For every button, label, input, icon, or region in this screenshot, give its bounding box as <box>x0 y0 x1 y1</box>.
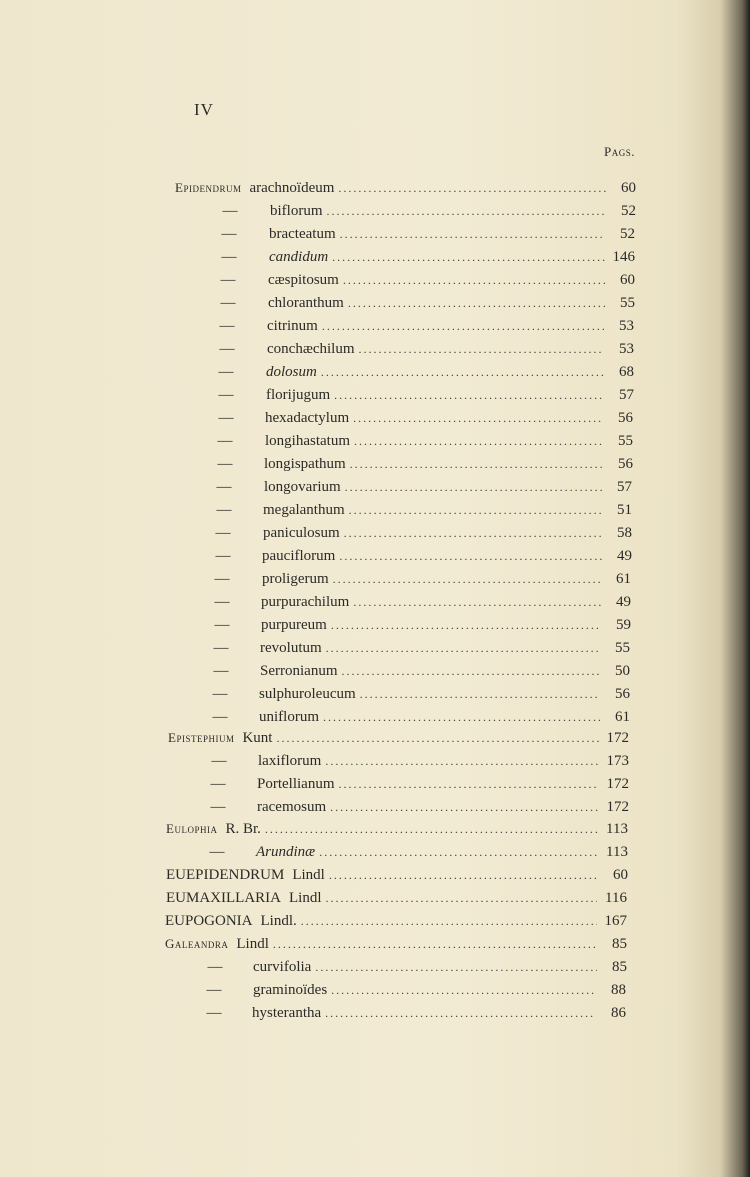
index-entry <box>213 315 634 337</box>
genus-name: Eulophia <box>166 821 218 836</box>
page-reference: 51 <box>617 502 632 518</box>
ditto-dash: — <box>219 341 235 357</box>
dot-leader <box>353 591 601 613</box>
page-reference: 55 <box>620 295 635 311</box>
species-name: racemosum <box>257 799 327 815</box>
ditto-dash: — <box>220 272 236 288</box>
species-name: Lindl. <box>260 913 297 929</box>
index-entry <box>212 407 633 429</box>
index-entry <box>208 591 631 613</box>
species-name: arachnoïdeum <box>249 180 335 196</box>
page-reference: 58 <box>617 525 632 541</box>
ditto-dash: — <box>214 594 230 610</box>
page-reference: 53 <box>619 341 634 357</box>
ditto-dash: — <box>220 295 236 311</box>
ditto-dash: — <box>213 663 229 679</box>
ditto-dash: — <box>217 433 233 449</box>
dot-leader <box>265 818 598 840</box>
index-entry <box>204 773 629 795</box>
page-reference: 172 <box>606 730 629 746</box>
index-entry <box>207 637 630 659</box>
species-name: sulphuroleucum <box>259 686 356 702</box>
index-entry <box>166 864 628 886</box>
page-reference: 61 <box>616 571 631 587</box>
ditto-dash: — <box>216 502 232 518</box>
species-name: bracteatum <box>269 226 336 242</box>
page-reference: 55 <box>615 640 630 656</box>
species-name: Portellianum <box>257 776 335 792</box>
page-reference: 116 <box>605 890 627 906</box>
index-entry <box>208 568 631 590</box>
ditto-dash: — <box>215 525 231 541</box>
index-entry <box>175 177 636 199</box>
index-entry <box>214 292 635 314</box>
dot-leader <box>339 545 602 567</box>
page-reference: 49 <box>616 594 631 610</box>
page-reference: 56 <box>618 410 633 426</box>
ditto-dash: — <box>214 617 230 633</box>
dot-leader <box>325 1002 596 1024</box>
species-name: pauciflorum <box>262 548 336 564</box>
index-entry <box>201 956 627 978</box>
page-reference: 50 <box>615 663 630 679</box>
species-name: Lindl <box>292 867 325 883</box>
species-name: uniflorum <box>259 709 319 725</box>
ditto-dash: — <box>218 387 234 403</box>
dot-leader <box>326 637 600 659</box>
index-entry <box>200 979 626 1001</box>
pages-column-heading: Pags. <box>604 144 635 159</box>
ditto-dash: — <box>215 548 231 564</box>
page-reference: 55 <box>618 433 633 449</box>
page-reference: 85 <box>612 959 627 975</box>
page-reference: 88 <box>611 982 626 998</box>
dot-leader <box>341 660 600 682</box>
page-reference: 146 <box>612 249 635 265</box>
index-entry <box>209 545 632 567</box>
species-name: candidum <box>269 249 329 265</box>
species-name: Lindl <box>288 890 322 906</box>
species-name: longihastatum <box>265 433 350 449</box>
ditto-dash: — <box>216 479 232 495</box>
species-name: longovarium <box>264 479 341 495</box>
genus-name: Epidendrum <box>175 180 242 195</box>
page-reference: 85 <box>612 936 627 952</box>
dot-leader <box>344 522 602 544</box>
dot-leader <box>331 979 596 1001</box>
index-entry <box>168 727 629 749</box>
page-reference: 61 <box>615 709 630 725</box>
species-name: purpureum <box>261 617 327 633</box>
ditto-dash: — <box>219 318 235 334</box>
ditto-dash: — <box>206 1005 222 1021</box>
index-entry <box>204 796 629 818</box>
species-name: dolosum <box>266 364 317 380</box>
ditto-dash: — <box>212 686 228 702</box>
dot-leader <box>338 177 606 199</box>
dot-leader <box>354 430 603 452</box>
page-reference: 56 <box>618 456 633 472</box>
index-entry <box>207 660 630 682</box>
genus-name: EUEPIDENDRUM <box>166 867 285 883</box>
dot-leader <box>273 933 597 955</box>
dot-leader <box>327 200 607 222</box>
index-entry <box>208 614 631 636</box>
page-reference: 60 <box>613 867 628 883</box>
index-entry <box>215 246 635 268</box>
genus-name: EUMAXILLARIA <box>166 890 281 906</box>
index-entry <box>211 430 633 452</box>
dot-leader <box>340 223 605 245</box>
page-reference: 167 <box>604 913 627 929</box>
dot-leader <box>325 750 599 772</box>
index-entry <box>215 223 635 245</box>
species-name: laxiflorum <box>258 753 322 769</box>
species-name: conchæchilum <box>267 341 355 357</box>
index-entry <box>203 841 628 863</box>
dot-leader <box>321 361 604 383</box>
ditto-dash: — <box>212 709 228 725</box>
ditto-dash: — <box>211 753 227 769</box>
species-name: Serronianum <box>260 663 338 679</box>
index-entry <box>210 499 632 521</box>
page-reference: 59 <box>616 617 631 633</box>
index-entry <box>165 910 627 932</box>
species-name: biflorum <box>270 203 323 219</box>
index-entry <box>216 200 636 222</box>
ditto-dash: — <box>218 364 234 380</box>
page-number: IV <box>194 100 214 119</box>
ditto-dash: — <box>210 799 226 815</box>
page-reference: 56 <box>615 686 630 702</box>
ditto-dash: — <box>207 959 223 975</box>
page-reference: 53 <box>619 318 634 334</box>
dot-leader <box>323 706 600 728</box>
dot-leader <box>322 315 604 337</box>
dot-leader <box>343 269 605 291</box>
ditto-dash: — <box>210 776 226 792</box>
dot-leader <box>332 246 605 268</box>
dot-leader <box>301 910 597 932</box>
ditto-dash: — <box>221 249 237 265</box>
index-entry <box>214 269 635 291</box>
page-reference: 68 <box>619 364 634 380</box>
species-name: Kunt <box>242 730 273 746</box>
species-name: graminoïdes <box>253 982 328 998</box>
dot-leader <box>345 476 602 498</box>
page-reference: 172 <box>606 776 629 792</box>
page-reference: 113 <box>606 821 628 837</box>
dot-leader <box>349 499 602 521</box>
dot-leader <box>360 683 600 705</box>
ditto-dash: — <box>213 640 229 656</box>
page-reference: 60 <box>620 272 635 288</box>
index-entry <box>206 706 630 728</box>
index-entry <box>211 453 633 475</box>
page-reference: 60 <box>621 180 636 196</box>
index-entry <box>165 933 627 955</box>
index-entry <box>212 361 634 383</box>
index-entry <box>205 750 629 772</box>
species-name: R. Br. <box>225 821 261 837</box>
page-reference: 49 <box>617 548 632 564</box>
dot-leader <box>333 568 601 590</box>
species-name: hysterantha <box>252 1005 322 1021</box>
page-reference: 172 <box>606 799 629 815</box>
genus-name: EUPOGONIA <box>165 913 253 929</box>
species-name: citrinum <box>267 318 318 334</box>
index-entry <box>166 887 627 909</box>
ditto-dash: — <box>206 982 222 998</box>
dot-leader <box>358 338 604 360</box>
ditto-dash: — <box>217 456 233 472</box>
page-reference: 52 <box>621 203 636 219</box>
index-entry <box>206 683 630 705</box>
index-entry <box>212 384 634 406</box>
index-entry <box>200 1002 626 1024</box>
species-name: Lindl <box>236 936 269 952</box>
dot-leader <box>319 841 598 863</box>
index-entry <box>166 818 628 840</box>
dot-leader <box>353 407 603 429</box>
index-entry <box>209 522 632 544</box>
index-entry <box>210 476 632 498</box>
species-name: curvifolia <box>253 959 312 975</box>
species-name: revolutum <box>260 640 322 656</box>
species-name: paniculosum <box>263 525 340 541</box>
species-name: cæspitosum <box>268 272 339 288</box>
dot-leader <box>350 453 603 475</box>
species-name: longispathum <box>264 456 346 472</box>
ditto-dash: — <box>218 410 234 426</box>
ditto-dash: — <box>222 203 238 219</box>
dot-leader <box>315 956 597 978</box>
page-reference: 113 <box>606 844 628 860</box>
dot-leader <box>276 727 599 749</box>
page-reference: 173 <box>606 753 629 769</box>
ditto-dash: — <box>214 571 230 587</box>
dot-leader <box>325 887 597 909</box>
species-name: purpurachilum <box>261 594 350 610</box>
species-name: Arundinæ <box>256 844 316 860</box>
index-entry <box>213 338 634 360</box>
page-reference: 57 <box>619 387 634 403</box>
dot-leader <box>331 614 601 636</box>
species-name: proligerum <box>262 571 329 587</box>
genus-name: Epistephium <box>168 730 235 745</box>
dot-leader <box>330 796 599 818</box>
ditto-dash: — <box>221 226 237 242</box>
dot-leader <box>339 773 600 795</box>
dot-leader <box>334 384 604 406</box>
page-reference: 52 <box>620 226 635 242</box>
species-name: chloranthum <box>268 295 344 311</box>
species-name: florijugum <box>266 387 331 403</box>
species-name: hexadactylum <box>265 410 350 426</box>
dot-leader <box>329 864 598 886</box>
species-name: megalanthum <box>263 502 345 518</box>
dot-leader <box>348 292 605 314</box>
page-reference: 57 <box>617 479 632 495</box>
page-reference: 86 <box>611 1005 626 1021</box>
ditto-dash: — <box>209 844 225 860</box>
genus-name: Galeandra <box>165 936 229 951</box>
